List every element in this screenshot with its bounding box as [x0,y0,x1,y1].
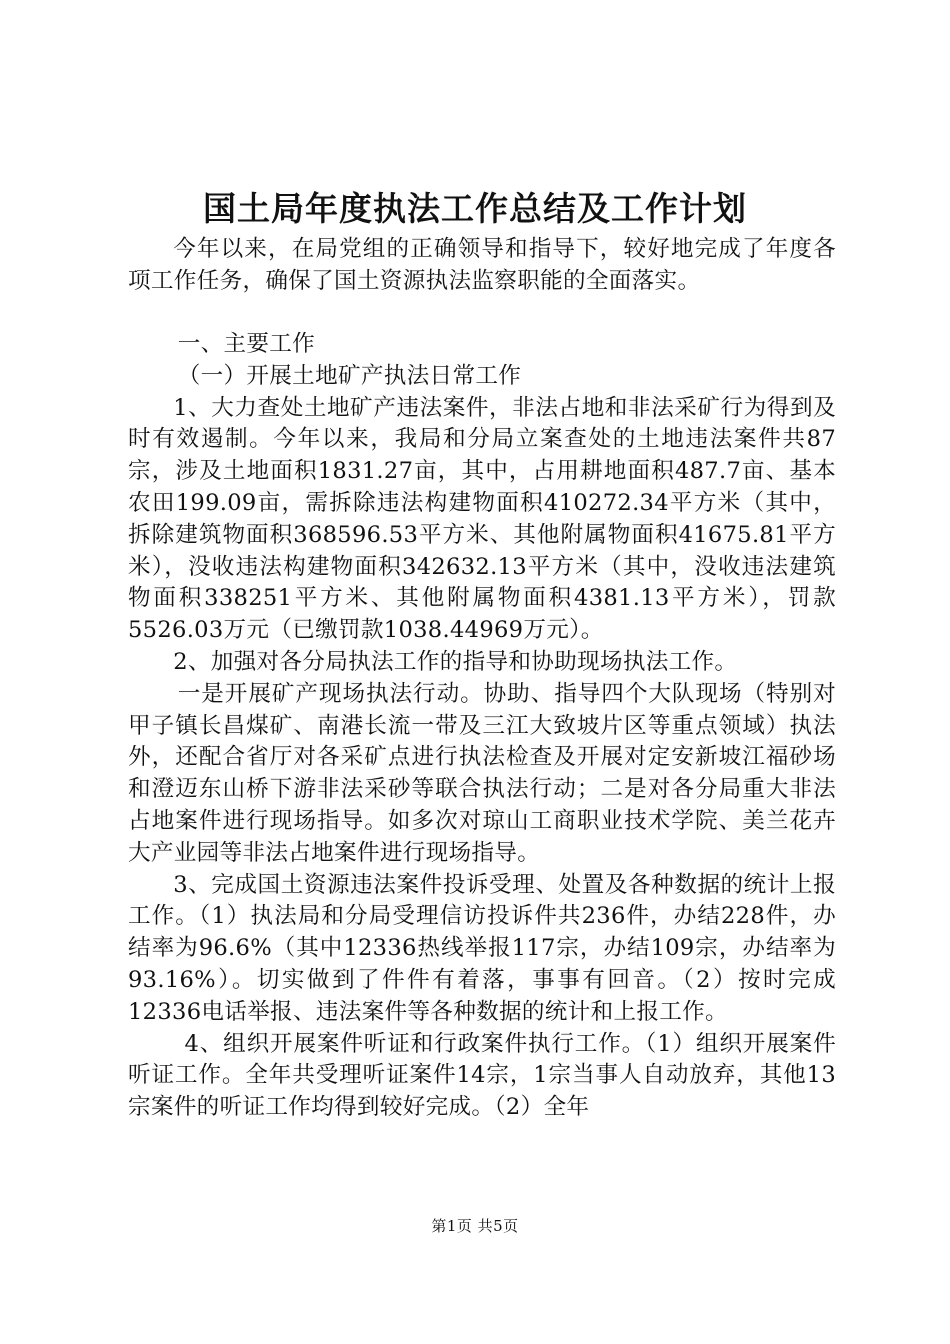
section-heading: 一、主要工作 [177,331,316,357]
intro-block [128,234,836,298]
page-footer: 第1页 共5页 [431,1217,519,1235]
paragraph-1: 1、大力查处土地矿产违法案件，非法占地和非法采矿行为得到及时有效遏制。今年以来，我局和分局立案查处的土地违法案件共87宗，涉及土地面积1831.27亩，其中，占用耕地面积487.7亩、基本农田199.09亩，需拆除违法构建物面积410272.34平方米（其中，拆除建筑物面积368596.53平方米、其他附属物面积41675.81平方米），没收违法构建物面积342632.13平方米（其中，没收违法建筑物面积338251平方米、其他附属物面积4381.13平方米），罚款5526.03万元（已缴罚款1038.44969万元）。 [128,394,836,644]
main-content [128,329,836,1124]
paragraph-4: 3、完成国土资源违法案件投诉受理、处置及各种数据的统计上报工作。（1）执法局和分局受理信访投诉件共236件，办结228件，办结率为96.6%（其中12336热线举报117宗，办结109宗，办结率为93.16%）。切实做到了件件有着落，事事有回音。（2）按时完成12336电话举报、违法案件等各种数据的统计和上报工作。 [128,871,836,1025]
paragraph-2: 2、加强对各分局执法工作的指导和协助现场执法工作。 [173,648,738,675]
paragraph-5: 4、组织开展案件听证和行政案件执行工作。（1）组织开展案件听证工作。全年共受理听证案件14宗，1宗当事人自动放弃，其他13宗案件的听证工作均得到较好完成。（2）全年 [128,1030,836,1121]
paragraph-3: 一是开展矿产现场执法行动。协助、指导四个大队现场（特别对甲子镇长昌煤矿、南港长流一带及三江大致坡片区等重点领域）执法外，还配合省厅对各采矿点进行执法检查及开展对定安新坡江福砂场和澄迈东山桥下游非法采砂等联合执法行动；二是对各分局重大非法占地案件进行现场指导。如多次对琼山工商职业技术学院、美兰花卉大产业园等非法占地案件进行现场指导。 [128,680,836,866]
document-title: 国土局年度执法工作总结及工作计划 [203,189,747,228]
subsection-heading: （一）开展土地矿产执法日常工作 [177,362,522,389]
intro-paragraph: 今年以来，在局党组的正确领导和指导下，较好地完成了年度各项工作任务，确保了国土资源执法监察职能的全面落实。 [128,236,836,294]
